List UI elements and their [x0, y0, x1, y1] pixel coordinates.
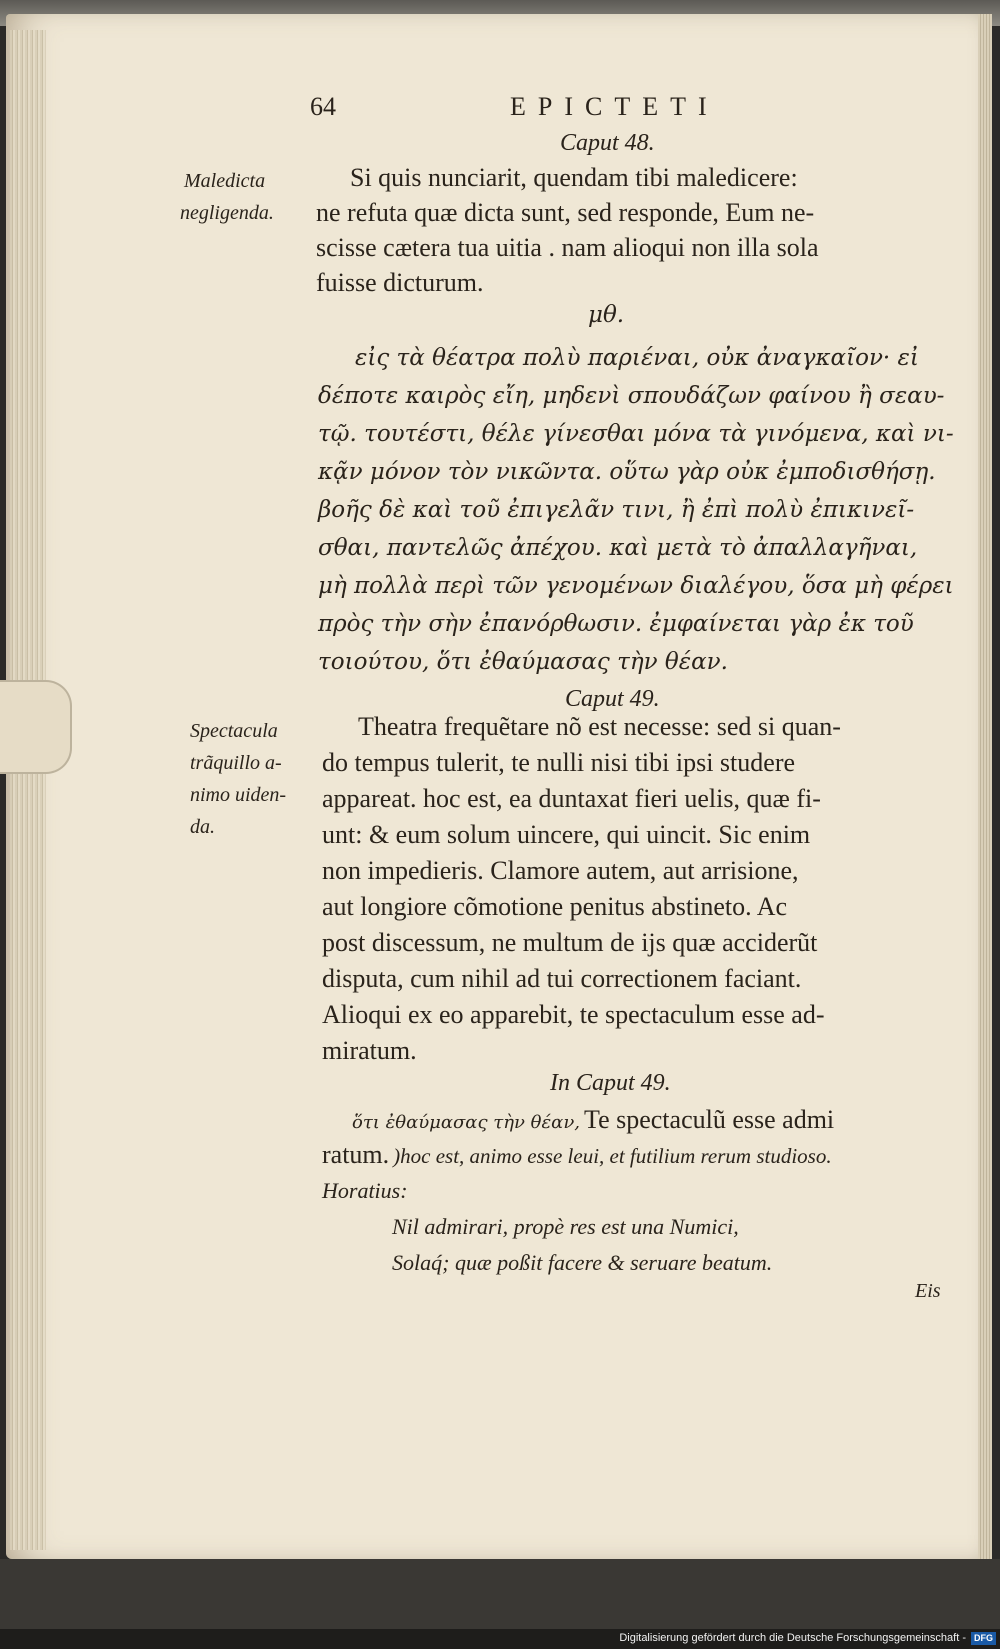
running-head: EPICTETI	[510, 92, 719, 121]
catchword: Eis	[915, 1280, 941, 1302]
scan-bottom-edge	[0, 1559, 1000, 1629]
chapter-49-line-7: post discessum, ne multum de ijs quæ acciderũt	[322, 928, 818, 957]
chapter-49-line-5: non impedieris. Clamore autem, aut arrisione,	[322, 856, 799, 885]
tab-clip	[0, 680, 72, 774]
commentary-line-1	[352, 1105, 834, 1135]
horace-quote-line-2: Solaq́; quæ poßit facere & seruare beatum.	[392, 1250, 773, 1275]
digitization-footer	[0, 1629, 1000, 1649]
chapter-49-line-6: aut longiore cõmotione penitus abstineto. Ac	[322, 892, 788, 921]
chapter-49-line-9: Alioqui ex eo apparebit, te spectaculum esse ad-	[322, 1000, 825, 1029]
page-number: 64	[310, 92, 336, 121]
commentary-heading: In Caput 49.	[550, 1070, 671, 1096]
margin-note-48-line-1: Maledicta	[184, 170, 266, 192]
chapter-48-heading: Caput 48.	[560, 130, 655, 156]
chapter-49-line-10: miratum.	[322, 1036, 417, 1065]
right-page-edge	[978, 14, 992, 1559]
commentary-greek-lemma: ὅτι ἐθαύμασας τὴν θέαν,	[352, 1112, 580, 1133]
commentary-ratum: ratum.	[322, 1140, 390, 1169]
dfg-logo: DFG	[971, 1632, 996, 1645]
greek-line-2: δέποτε καιρὸς εἴη, μηδενὶ σπουδάζων φαίνου ἢ σεαυ-	[318, 383, 945, 409]
chapter-48-line-2: ne refuta quæ dicta sunt, sed responde, Eum ne-	[316, 198, 815, 227]
page-edges	[10, 30, 46, 1550]
margin-note-48-line-2: negligenda.	[180, 202, 274, 224]
greek-line-3: τῷ. τουτέστι, θέλε γίνεσθαι μόνα τὰ γινόμενα, καὶ νι-	[318, 421, 954, 447]
commentary-gloss: )hoc est, animo esse leui, et futilium rerum studioso.	[393, 1144, 832, 1168]
greek-heading: μθ.	[588, 302, 625, 328]
chapter-49-line-1: Theatra frequẽtare nõ est necesse: sed si quan-	[358, 712, 841, 741]
greek-line-8: πρὸς τὴν σὴν ἐπανόρθωσιν. ἐμφαίνεται γὰρ ἐκ τοῦ	[318, 611, 914, 637]
commentary-latin-lemma: Te spectaculũ esse admi	[584, 1105, 835, 1134]
margin-note-49-line-1: Spectacula	[190, 720, 278, 742]
chapter-49-line-3: appareat. hoc est, ea duntaxat fieri uelis, quæ fi-	[322, 784, 821, 813]
greek-line-6: σθαι, παντελῶς ἀπέχου. καὶ μετὰ τὸ ἀπαλλαγῆναι,	[318, 535, 918, 561]
greek-line-5: βοῆς δὲ καὶ τοῦ ἐπιγελᾶν τινι, ἢ ἐπὶ πολὺ ἐπικινεῖ-	[318, 497, 915, 523]
chapter-49-heading: Caput 49.	[565, 686, 660, 712]
margin-note-49-line-4: da.	[190, 816, 215, 838]
greek-line-9: τοιούτου, ὅτι ἐθαύμασας τὴν θέαν.	[318, 649, 728, 675]
footer-text: Digitalisierung gefördert durch die Deutsche Forschungsgemeinschaft -	[619, 1632, 966, 1644]
greek-line-7: μὴ πολλὰ περὶ τῶν γενομένων διαλέγου, ὅσα μὴ φέρει	[318, 573, 954, 599]
chapter-49-line-8: disputa, cum nihil ad tui correctionem faciant.	[322, 964, 802, 993]
horace-quote-line-1: Nil admirari, propè res est una Numici,	[392, 1214, 739, 1239]
greek-line-4: κᾷν μόνον τὸν νικῶντα. οὕτω γὰρ οὐκ ἐμποδισθήσῃ.	[318, 459, 936, 485]
chapter-49-line-2: do tempus tulerit, te nulli nisi tibi ipsi studere	[322, 748, 796, 777]
chapter-48-line-3: scisse cætera tua uitia . nam alioqui non illa sola	[316, 233, 819, 262]
chapter-48-line-1: Si quis nunciarit, quendam tibi maledicere:	[350, 163, 798, 192]
margin-note-49-line-3: nimo uiden-	[190, 784, 287, 806]
commentary-horatius: Horatius:	[322, 1178, 408, 1203]
greek-line-1: εἰς τὰ θέατρα πολὺ παριέναι, οὐκ ἀναγκαῖον· εἰ	[355, 345, 919, 371]
chapter-49-line-4: unt: & eum solum uincere, qui uincit. Sic enim	[322, 820, 811, 849]
margin-note-49-line-2: trãquillo a-	[190, 752, 282, 774]
chapter-48-line-4: fuisse dicturum.	[316, 268, 484, 297]
commentary-line-2	[322, 1140, 832, 1170]
